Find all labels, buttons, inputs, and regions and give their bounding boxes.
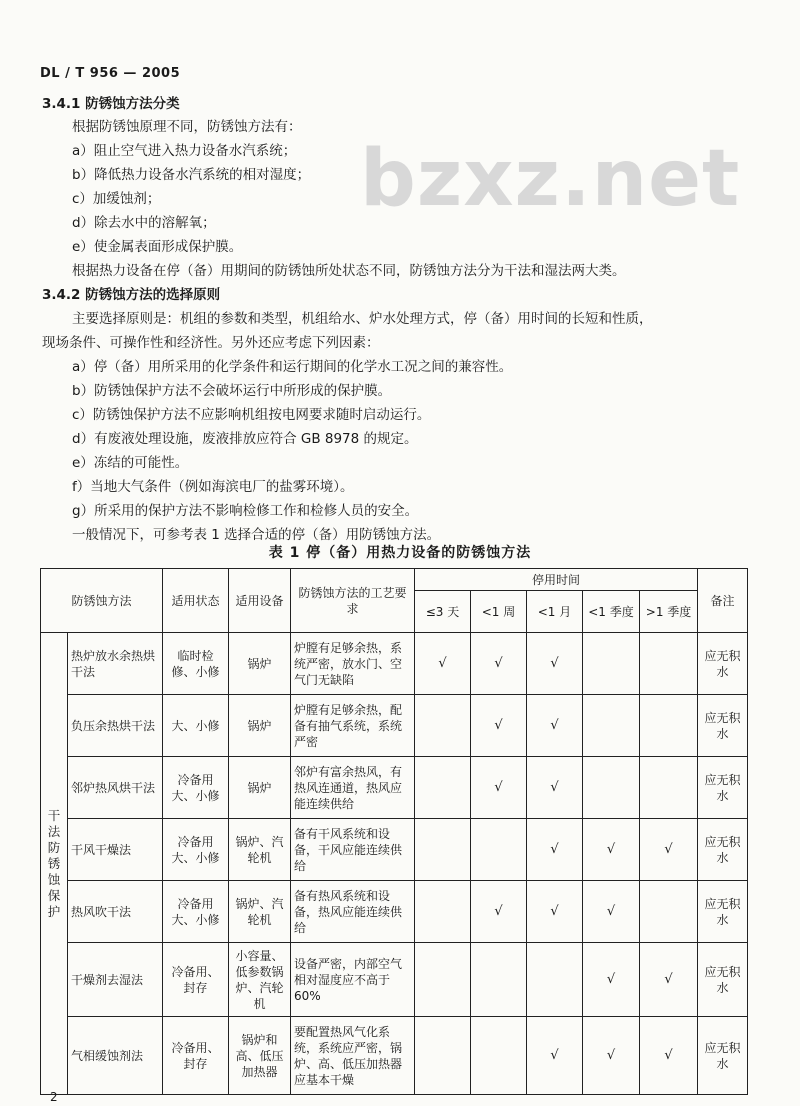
table-row [41,757,748,819]
method-cell: 热炉放水余热烘干法 [68,633,163,695]
section-342-para: 主要选择原则是：机组的参数和类型，机组给水、炉水处理方式，停（备）用时间的长短和性质， [72,311,653,327]
note-cell: 应无积水 [698,1017,748,1095]
table-row [41,881,748,943]
list-item: a）阻止空气进入热力设备水汽系统； [72,143,297,159]
list-item: e）冻结的可能性。 [72,455,189,471]
check-cell [415,819,471,881]
section-341-summary: 根据热力设备在停（备）用期间的防锈蚀所处状态不同，防锈蚀方法分为干法和湿法两大类。 [72,263,626,279]
equipment-cell: 锅炉 [229,633,291,695]
watermark: bzxz.net [360,134,741,224]
list-item: f）当地大气条件（例如海滨电厂的盐雾环境）。 [72,479,354,495]
header-period-5: >1 季度 [640,591,698,633]
note-cell: 应无积水 [698,757,748,819]
section-342-para-cont: 现场条件、可操作性和经济性。另外还应考虑下列因素： [42,335,380,351]
header-equipment: 适用设备 [229,569,291,633]
header-process: 防锈蚀方法的工艺要求 [291,569,415,633]
header-period-4: <1 季度 [583,591,640,633]
method-cell: 热风吹干法 [68,881,163,943]
process-cell: 炉膛有足够余热，配备有抽气系统，系统严密 [291,695,415,757]
check-cell [415,943,471,1017]
check-cell: √ [527,757,583,819]
check-cell: √ [527,881,583,943]
group-label-dry-method: 干 法 防 锈 蚀 保 护 [41,633,68,1095]
list-item: c）防锈蚀保护方法不应影响机组按电网要求随时启动运行。 [72,407,431,423]
check-cell [640,881,698,943]
section-342-closing: 一般情况下，可参考表 1 选择合适的停（备）用防锈蚀方法。 [72,527,441,543]
check-cell: √ [471,633,527,695]
check-cell: √ [471,757,527,819]
section-341-heading: 3.4.1 防锈蚀方法分类 [42,96,180,112]
table-row [41,633,748,695]
note-cell: 应无积水 [698,633,748,695]
table-row [41,819,748,881]
check-cell [583,757,640,819]
check-cell: √ [527,633,583,695]
check-cell: √ [583,881,640,943]
standard-code: DL / T 956 — 2005 [40,66,181,81]
list-item: d）除去水中的溶解氧； [72,215,216,231]
check-cell [415,695,471,757]
section-341-intro: 根据防锈蚀原理不同，防锈蚀方法有： [72,119,302,135]
note-cell: 应无积水 [698,943,748,1017]
check-cell: √ [527,695,583,757]
process-cell: 备有干风系统和设备，干风应能连续供给 [291,819,415,881]
status-cell: 冷备用、封存 [163,943,229,1017]
header-note: 备注 [698,569,748,633]
method-cell: 邻炉热风烘干法 [68,757,163,819]
note-cell: 应无积水 [698,881,748,943]
list-item: b）降低热力设备水汽系统的相对湿度； [72,167,311,183]
table-row [41,1017,748,1095]
method-cell: 干风干燥法 [68,819,163,881]
check-cell [640,633,698,695]
status-cell: 冷备用大、小修 [163,819,229,881]
list-item: d）有废液处理设施，废液排放应符合 GB 8978 的规定。 [72,431,418,447]
equipment-cell: 锅炉、汽轮机 [229,819,291,881]
table-body [41,633,748,1095]
check-cell [471,819,527,881]
check-cell [527,943,583,1017]
equipment-cell: 锅炉和高、低压加热器 [229,1017,291,1095]
check-cell: √ [583,819,640,881]
method-cell: 干燥剂去湿法 [68,943,163,1017]
list-item: e）使金属表面形成保护膜。 [72,239,243,255]
method-cell: 气相缓蚀剂法 [68,1017,163,1095]
header-period: 停用时间 [415,569,698,591]
check-cell [415,757,471,819]
header-status: 适用状态 [163,569,229,633]
check-cell: √ [640,1017,698,1095]
process-cell: 炉膛有足够余热，系统严密，放水门、空气门无缺陷 [291,633,415,695]
list-item: a）停（备）用所采用的化学条件和运行期间的化学水工况之间的兼容性。 [72,359,513,375]
check-cell: √ [640,943,698,1017]
equipment-cell: 锅炉 [229,695,291,757]
check-cell: √ [471,695,527,757]
check-cell [471,943,527,1017]
note-cell: 应无积水 [698,819,748,881]
page-number: 2 [50,1090,58,1104]
equipment-cell: 锅炉 [229,757,291,819]
list-item: g）所采用的保护方法不影响检修工作和检修人员的安全。 [72,503,419,519]
check-cell [415,1017,471,1095]
check-cell: √ [583,1017,640,1095]
equipment-cell: 小容量、低参数锅炉、汽轮机 [229,943,291,1017]
status-cell: 冷备用大、小修 [163,881,229,943]
method-cell: 负压余热烘干法 [68,695,163,757]
status-cell: 大、小修 [163,695,229,757]
check-cell: √ [415,633,471,695]
process-cell: 邻炉有富余热风，有热风连通道，热风应能连续供给 [291,757,415,819]
header-method: 防锈蚀方法 [41,569,163,633]
check-cell: √ [527,1017,583,1095]
process-cell: 设备严密，内部空气相对湿度应不高于 60% [291,943,415,1017]
check-cell [640,695,698,757]
table-row [41,943,748,1017]
status-cell: 冷备用、封存 [163,1017,229,1095]
check-cell [583,633,640,695]
check-cell: √ [527,819,583,881]
note-cell: 应无积水 [698,695,748,757]
header-period-3: <1 月 [527,591,583,633]
process-cell: 备有热风系统和设备，热风应能连续供给 [291,881,415,943]
status-cell: 临时检修、小修 [163,633,229,695]
section-342-heading: 3.4.2 防锈蚀方法的选择原则 [42,287,221,303]
process-cell: 要配置热风气化系统，系统应严密，锅炉、高、低压加热器应基本干燥 [291,1017,415,1095]
check-cell: √ [471,881,527,943]
check-cell [640,757,698,819]
check-cell [471,1017,527,1095]
header-period-2: <1 周 [471,591,527,633]
table-caption: 表 1 停（备）用热力设备的防锈蚀方法 [268,545,532,561]
anticorrosion-methods-table [40,568,748,1095]
status-cell: 冷备用大、小修 [163,757,229,819]
equipment-cell: 锅炉、汽轮机 [229,881,291,943]
check-cell [415,881,471,943]
table-row [41,695,748,757]
check-cell: √ [583,943,640,1017]
list-item: c）加缓蚀剂； [72,191,161,207]
check-cell: √ [640,819,698,881]
list-item: b）防锈蚀保护方法不会破坏运行中所形成的保护膜。 [72,383,392,399]
check-cell [583,695,640,757]
header-period-1: ≤3 天 [415,591,471,633]
